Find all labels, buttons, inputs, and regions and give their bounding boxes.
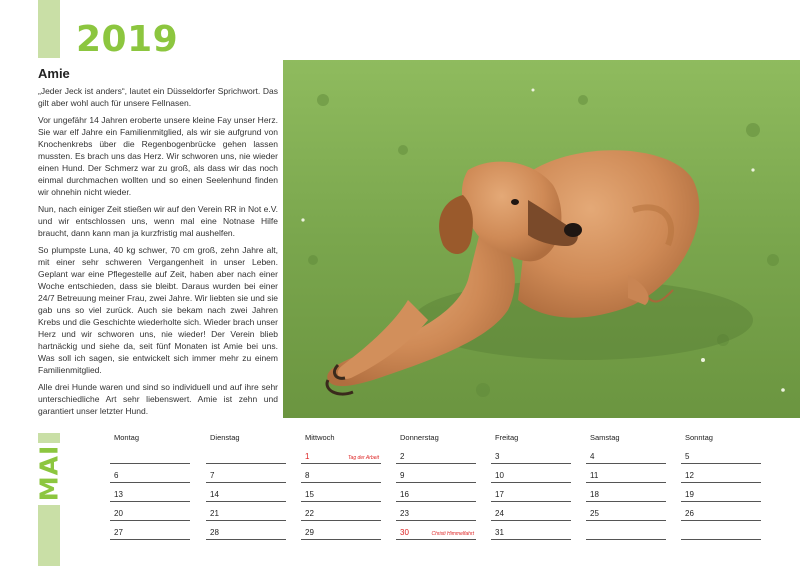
month-label: MAI bbox=[34, 444, 64, 502]
calendar-day-cell bbox=[206, 464, 286, 483]
decorative-bar-top bbox=[38, 0, 60, 58]
calendar-day-cell bbox=[396, 521, 476, 540]
day-number: 27 bbox=[114, 528, 123, 537]
decorative-bar-bottom bbox=[38, 505, 60, 566]
calendar-day-cell bbox=[206, 445, 286, 464]
calendar-day-cell bbox=[491, 464, 571, 483]
weekday-label: Samstag bbox=[590, 433, 620, 442]
decorative-bar-middle bbox=[38, 433, 60, 443]
calendar-day-cell bbox=[110, 502, 190, 521]
day-number: 4 bbox=[590, 452, 595, 461]
weekday-label: Freitag bbox=[495, 433, 519, 442]
calendar-day-cell bbox=[301, 483, 381, 502]
weekday-label: Dienstag bbox=[210, 433, 240, 442]
calendar-day-cell bbox=[491, 483, 571, 502]
day-number: 15 bbox=[305, 490, 314, 499]
calendar-day-cell bbox=[110, 483, 190, 502]
day-number: 6 bbox=[114, 471, 119, 480]
weekday-label: Sonntag bbox=[685, 433, 713, 442]
holiday-label: Tag der Arbeit bbox=[347, 455, 379, 461]
weekday-label: Donnerstag bbox=[400, 433, 439, 442]
calendar-day-cell bbox=[206, 521, 286, 540]
calendar-day-cell bbox=[301, 445, 381, 464]
day-number: 22 bbox=[305, 509, 314, 518]
weekday-label: Montag bbox=[114, 433, 140, 442]
calendar-day-cell bbox=[301, 521, 381, 540]
story-paragraph: Vor ungefähr 14 Jahren eroberte unsere kleine Fay unser Herz. Sie war elf Jahre ein Familienmitglied, als wir sie aufgrund von Knochenkrebs über die Regenbogenbrücke gehen lassen mussten. Es brach uns das Herz. Wir schworen uns, nie wieder einen Hund. Der Schmerz war zu groß, als dass wir das noch einmal durchmachen wollten und so einen Seelenhund finden wir ohnehin nicht wieder. bbox=[38, 115, 278, 197]
day-number: 8 bbox=[305, 471, 310, 480]
calendar-day-cell bbox=[396, 464, 476, 483]
day-number: 13 bbox=[114, 490, 123, 499]
day-number: 26 bbox=[685, 509, 694, 518]
calendar-day-cell bbox=[110, 445, 190, 464]
calendar-day-cell bbox=[681, 445, 761, 464]
calendar-year: 2019 bbox=[76, 19, 179, 60]
calendar-day-cell bbox=[396, 445, 476, 464]
story-paragraph: „Jeder Jeck ist anders“, lautet ein Düsseldorfer Sprichwort. Das gilt aber wohl auch für unsere Fellnasen. bbox=[38, 86, 278, 108]
calendar-day-cell bbox=[110, 464, 190, 483]
calendar-day-cell bbox=[681, 483, 761, 502]
calendar-day-cell bbox=[396, 483, 476, 502]
day-number: 5 bbox=[685, 452, 690, 461]
day-number: 30 bbox=[400, 528, 409, 537]
day-number: 12 bbox=[685, 471, 694, 480]
weekday-label: Mittwoch bbox=[305, 433, 335, 442]
day-number: 2 bbox=[400, 452, 405, 461]
calendar-day-cell bbox=[206, 483, 286, 502]
calendar-day-cell bbox=[681, 464, 761, 483]
day-number: 28 bbox=[210, 528, 219, 537]
calendar-day-cell bbox=[301, 464, 381, 483]
story-paragraph: Nun, nach einiger Zeit stießen wir auf den Verein RR in Not e.V. und wir entschlossen uns, wenn mal eine Notnase Hilfe braucht, dann kann man ja kurzfristig mal aushelfen. bbox=[38, 204, 278, 238]
story-title: Amie bbox=[38, 66, 70, 81]
calendar-day-cell bbox=[491, 445, 571, 464]
calendar-day-cell bbox=[586, 445, 666, 464]
day-number: 18 bbox=[590, 490, 599, 499]
day-number: 19 bbox=[685, 490, 694, 499]
month-label-container bbox=[36, 443, 62, 503]
story-block bbox=[38, 66, 278, 422]
day-number: 23 bbox=[400, 509, 409, 518]
calendar-day-cell bbox=[586, 483, 666, 502]
calendar-day-cell bbox=[491, 502, 571, 521]
day-number: 29 bbox=[305, 528, 314, 537]
day-number: 9 bbox=[400, 471, 405, 480]
story-paragraph: Alle drei Hunde waren und sind so individuell und auf ihre sehr unterschiedliche Art sehr liebenswert. Amie ist zehn und garantiert unser letzter Hund. bbox=[38, 382, 278, 416]
calendar-day-cell bbox=[586, 521, 666, 540]
day-number: 3 bbox=[495, 452, 500, 461]
calendar-day-cell bbox=[110, 521, 190, 540]
day-number: 7 bbox=[210, 471, 215, 480]
calendar-day-cell bbox=[396, 502, 476, 521]
calendar-day-cell bbox=[491, 521, 571, 540]
day-number: 25 bbox=[590, 509, 599, 518]
day-number: 21 bbox=[210, 509, 219, 518]
day-number: 16 bbox=[400, 490, 409, 499]
holiday-label: Christi Himmelfahrt bbox=[431, 531, 474, 537]
calendar-day-cell bbox=[586, 464, 666, 483]
calendar-day-cell bbox=[301, 502, 381, 521]
calendar-day-cell bbox=[206, 502, 286, 521]
day-number: 20 bbox=[114, 509, 123, 518]
day-number: 14 bbox=[210, 490, 219, 499]
calendar-day-cell bbox=[681, 502, 761, 521]
day-number: 11 bbox=[590, 471, 599, 480]
dog-illustration bbox=[283, 60, 800, 418]
story-paragraph: So plumpste Luna, 40 kg schwer, 70 cm groß, zehn Jahre alt, mit einer sehr schweren Vergangenheit in unser Leben. Geplant war eine Pflegestelle auf Zeit, haben aber nach einer Woche entschieden, dass sie bleibt. Daraus wurden bei einer 24/7 Betreuung meiner Frau, zwei Jahre. Wir liebten sie und sie gab uns so viel zurück. Auch sie bekam nach zwei Jahren Krebs und die Geschichte wiederholte sich. Wieder brach unser Herz und wir schworen uns, nie wieder! Der Verein blieb hartnäckig und siehe da, seit fünf Monaten ist Amie bei uns. Was soll ich sagen, sie entwickelt sich immer mehr zu einem Familienmitglied. bbox=[38, 245, 278, 375]
day-number: 1 bbox=[305, 452, 310, 461]
dog-photo bbox=[283, 60, 800, 418]
calendar-day-cell bbox=[681, 521, 761, 540]
day-number: 31 bbox=[495, 528, 504, 537]
month-calendar bbox=[110, 433, 800, 566]
day-number: 17 bbox=[495, 490, 504, 499]
day-number: 24 bbox=[495, 509, 504, 518]
calendar-day-cell bbox=[586, 502, 666, 521]
day-number: 10 bbox=[495, 471, 504, 480]
